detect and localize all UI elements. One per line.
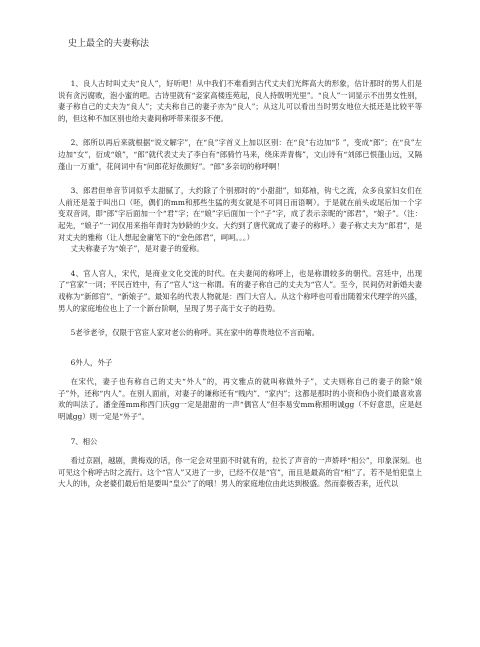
document-title: 史上最全的夫妻称法 xyxy=(68,39,150,49)
heading-wairen: 6外人，外子 xyxy=(70,357,113,367)
paragraph-laoye: 5老爷老爷，仅限于官宦人家对老公的称呼。其在家中的尊贵地位不言而喻。 xyxy=(70,328,320,338)
paragraph-guanren: 4、官人官人，宋代，是商业文化交流的时代。在夫妻间的称呼上，也是称谓较多的朝代。宫廷中，出现了“官家”一词；平民百姓中，有了“官人”这一称谓。有的妻子称自己的丈夫为“官人”。至今，民间仍对新婚夫妻戏称为“新郎官”、“新娘子”。最知名的代表人物就是：西门大官人。从这个称呼也可看出随着宋代理学的兴盛，男人的家庭地位也上了一个新台阶啊，呈现了男子高于女子的趋势。 xyxy=(58,268,422,313)
heading-xianggong: 7、相公 xyxy=(70,436,98,446)
paragraph-langjun-continued: 丈夫称妻子为“娘子”，是对妻子的爱称。 xyxy=(70,244,204,254)
paragraph-langjun: 3、郎君但单音节词似乎太甜腻了，大约除了个别那时的“小甜甜”，如郑袖，钩弋之流，众多良家妇女们在人前还是羞于叫出口（呸，偶们的mm和那些生猛的夷女就是不可同日而语啊）。于是就在前头或尾后加一个字变双音词，即“郎”字后面加一个“君”字；在“娘”字后面加一个“子”字，成了表示亲昵的“郎君”，“娘子”。（注：起先，“娘子”一词仅用来指年青时为妙龄的少女。大约到了唐代就成了妻子的称呼。）妻子称丈夫为“郎君”，是对丈夫的雅称（让人想起金庸笔下的“金色郎君”，呵呵。。。） xyxy=(58,186,422,242)
paragraph-wairen: 在宋代，妻子也有称自己的丈夫“外人”的，再文雅点的就叫称做外子”，丈夫则称自己的妻子的除“娘子”外，还称“内人”。在别人面前，对妻子的谦称还有“贱内”、“家内”；这都是那时的小资和伪小资们最喜欢喜欢的叫法了。潘金莲mm称西门庆gg一定是甜甜的一声“偶官人”但李易安mm称照明诚gg（不好意思，应是赵明诚gg）则一定是“外子”。 xyxy=(58,377,422,422)
page-bottom-cut xyxy=(0,641,480,647)
paragraph-xianggong: 看过京剧，越剧，黄梅戏的话，你一定会对里面不时就有的，拉长了声音的一声娇呼“相公”，印象深刻。也可见这个称呼古时之流行。这个“官人”又进了一步，已经不仅是“官”，而且是最高的官“相”了。若不是怕犯皇上大人的讳，众老婆们最后怕是要叫“皇公”了的哦！男人的家庭地位由此达到极盛。然而泰极否来，近代以 xyxy=(58,456,422,489)
paragraph-lang: 2、郎所以再后来就根据“说文解字”，在“良”字首义上加以区别：在“良”右边加“阝”，变成“郎”；在“良”左边加“女”，衍成“娘”，“郎”就代表丈夫了李白有“郎骑竹马来，绕床弄青梅”，文山诗有“刘郎已恨蓬山远，又隔蓬山一万重”，花间词中有“问郎花好侬颜好”。“郎”多亲切的称呼啊！ xyxy=(58,138,422,171)
paragraph-liangren: 1、良人古时叫丈夫“良人”，好听吧！从中我们不难看到古代丈夫们光辉高大的形象，估计那时的男人们是说有贪污腐败，泡小蜜的吧。古诗里就有“妾家高楼连苑起，良人持戟明光里”。“良人”一词显示不出男女性别，妻子称自己的丈夫为“良人”；丈夫称自己的妻子亦为“良人”；从这儿可以看出当时男女地位大抵还是比较平等的，但这种不加区别也给夫妻间称呼带来很多不便。 xyxy=(58,79,422,123)
